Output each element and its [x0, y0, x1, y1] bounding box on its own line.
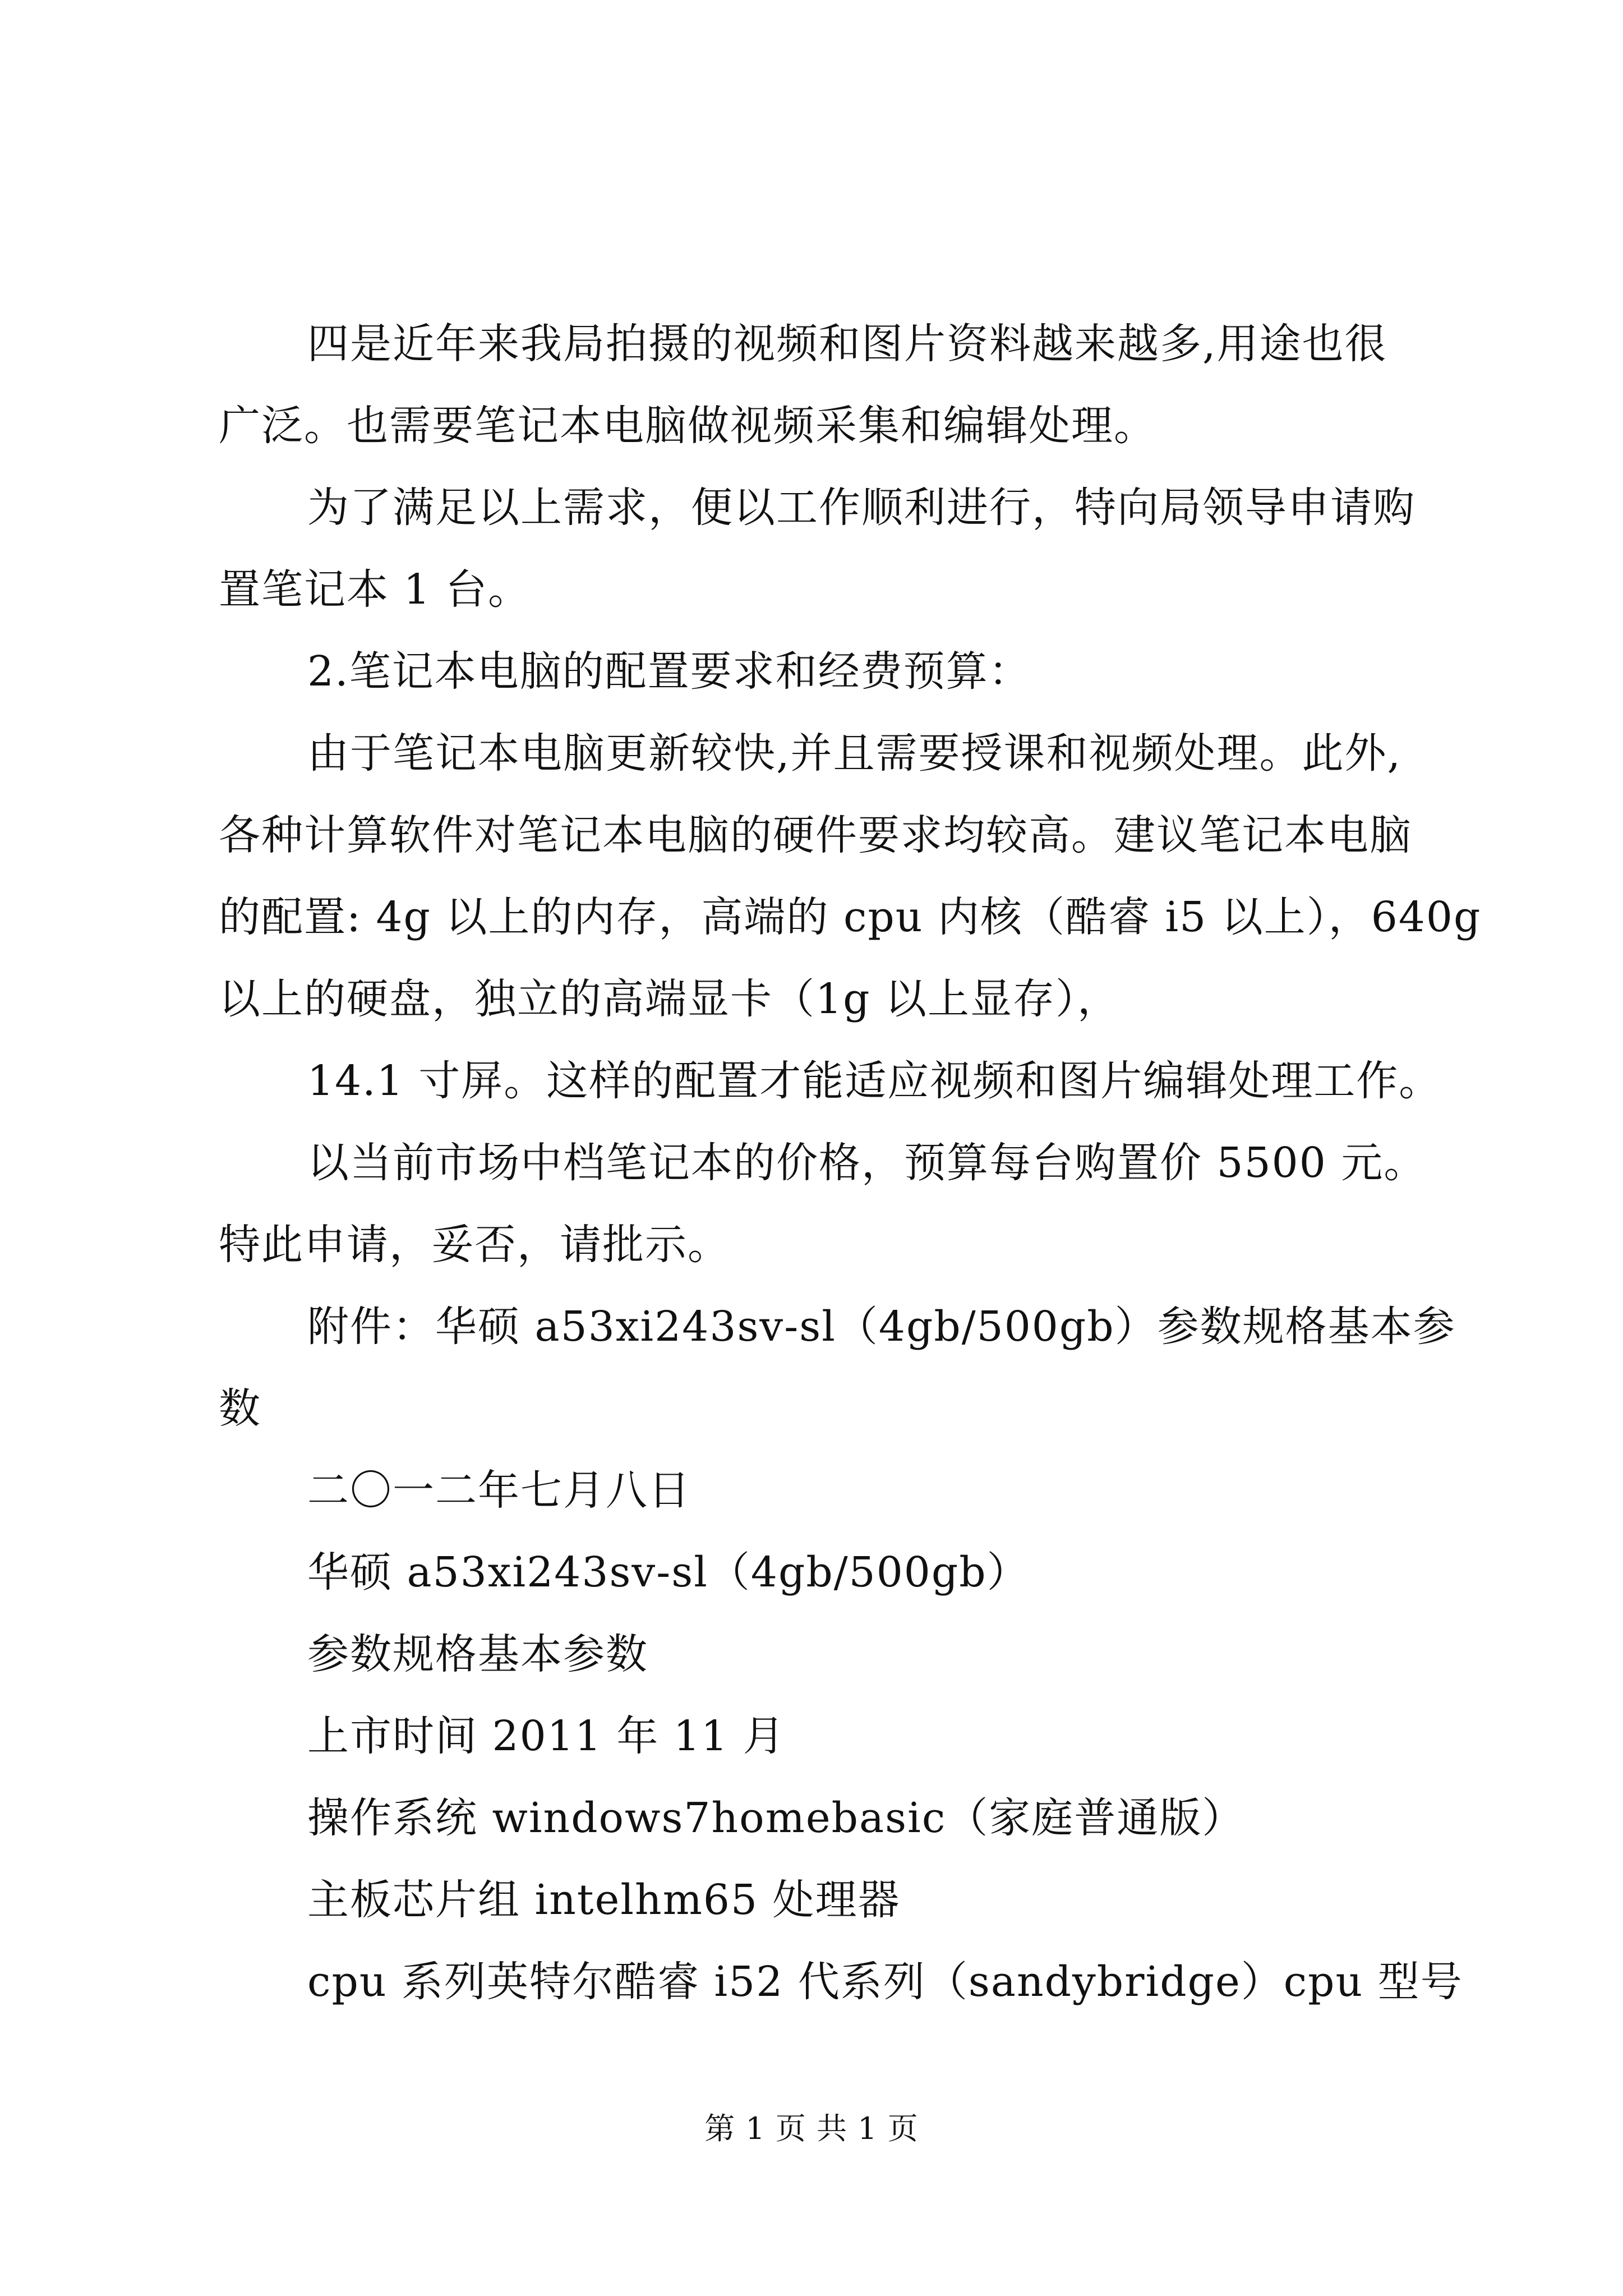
text-line: 2.笔记本电脑的配置要求和经费预算： — [307, 647, 1031, 696]
text-line: 由于笔记本电脑更新较快,并且需要授课和视频处理。此外, — [307, 729, 1402, 777]
text-line: 为了满足以上需求，便以工作顺利进行，特向局领导申请购 — [307, 484, 1415, 532]
text-line: 数 — [219, 1384, 261, 1433]
text-line: 特此申请，妥否，请批示。 — [219, 1221, 730, 1269]
text-line: 附件：华硕 a53xi243sv-sl（4gb/500gb）参数规格基本参 — [307, 1303, 1456, 1351]
text-line: 华硕 a53xi243sv-sl（4gb/500gb） — [307, 1548, 1030, 1596]
text-line: cpu 系列英特尔酷睿 i52 代系列（sandybridge）cpu 型号 — [307, 1958, 1463, 2006]
text-line: 14.1 寸屏。这样的配置才能适应视频和图片编辑处理工作。 — [307, 1057, 1442, 1105]
text-line: 参数规格基本参数 — [307, 1630, 648, 1678]
text-line: 的配置: 4g 以上的内存，高端的 cpu 内核（酷睿 i5 以上），640g — [219, 893, 1482, 941]
text-line: 四是近年来我局拍摄的视频和图片资料越来越多,用途也很 — [307, 320, 1387, 368]
text-line: 以上的硬盘，独立的高端显卡（1g 以上显存）， — [219, 975, 1120, 1023]
text-line: 以当前市场中档笔记本的价格，预算每台购置价 5500 元。 — [307, 1139, 1427, 1187]
document-body — [219, 303, 1482, 2023]
text-line: 操作系统 windows7homebasic（家庭普通版） — [307, 1794, 1245, 1842]
text-line: 主板芯片组 intelhm65 处理器 — [307, 1876, 901, 1924]
date-line: 二〇一二年七月八日 — [307, 1466, 691, 1515]
text-line: 上市时间 2011 年 11 月 — [307, 1712, 786, 1760]
text-line: 各种计算软件对笔记本电脑的硬件要求均较高。建议笔记本电脑 — [219, 811, 1412, 859]
text-line: 广泛。也需要笔记本电脑做视频采集和编辑处理。 — [219, 402, 1156, 450]
page-footer: 第 1 页 共 1 页 — [704, 2111, 919, 2146]
text-line: 置笔记本 1 台。 — [219, 565, 531, 614]
